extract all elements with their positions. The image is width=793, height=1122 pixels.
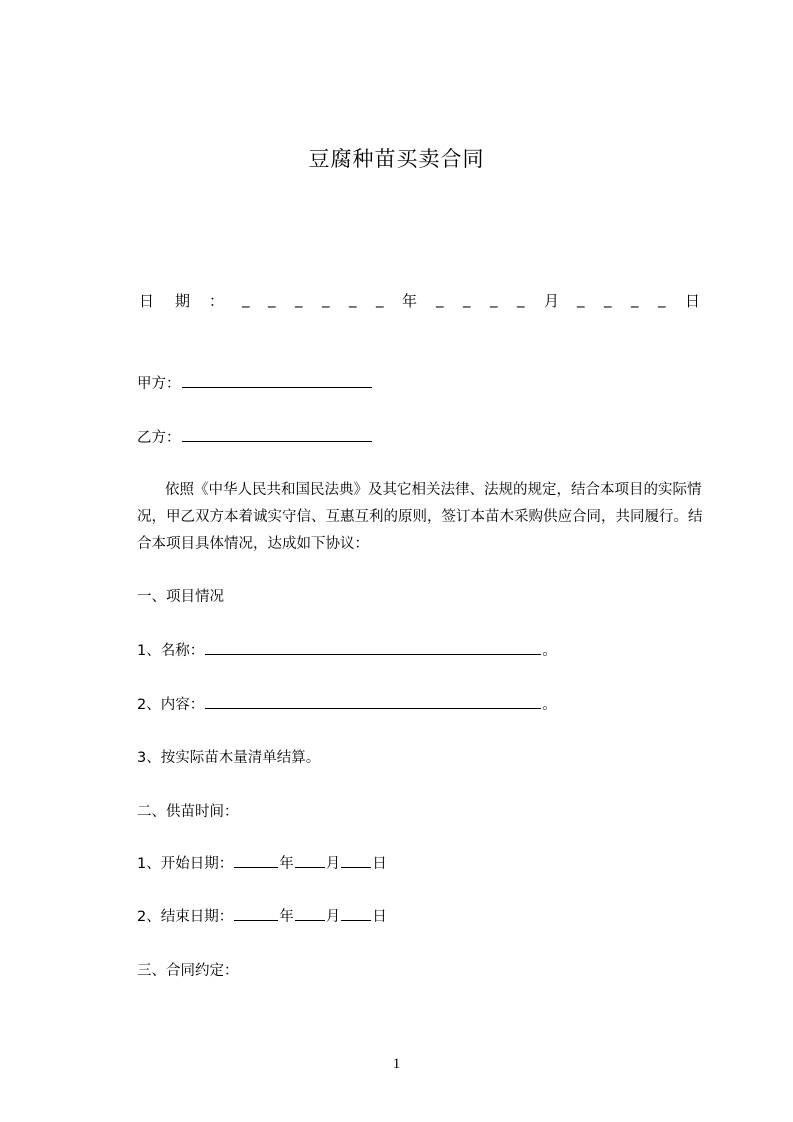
project-name-end: 。 <box>542 643 557 659</box>
end-day-label: 日 <box>372 909 387 925</box>
date-blank: _ <box>295 290 303 308</box>
project-content-line <box>137 693 557 714</box>
start-day-label: 日 <box>372 856 387 872</box>
date-label-ri: 日 <box>139 292 155 310</box>
date-line <box>139 290 699 312</box>
end-year-label: 年 <box>279 909 294 925</box>
project-content-label: 2、内容： <box>137 697 205 713</box>
date-year-label: 年 <box>402 292 418 310</box>
date-blank: _ <box>242 290 250 308</box>
settlement-item: 3、按实际苗木量清单结算。 <box>137 750 321 766</box>
page-number: 1 <box>392 1056 401 1072</box>
date-colon: ： <box>209 292 225 310</box>
start-month-label: 月 <box>325 856 341 872</box>
section-2-heading: 二、供苗时间： <box>137 804 239 820</box>
date-label-qi: 期 <box>175 292 191 310</box>
start-date-label: 1、开始日期： <box>137 856 234 872</box>
date-blank: _ <box>577 290 585 308</box>
date-blank: _ <box>631 290 639 308</box>
project-name-blank <box>205 639 541 655</box>
intro-paragraph <box>137 477 703 558</box>
party-b-blank <box>182 426 372 442</box>
party-a-label: 甲方： <box>137 376 181 392</box>
end-day-blank <box>341 905 371 921</box>
end-month-blank <box>295 905 325 921</box>
section-3-heading: 三、合同约定： <box>137 963 239 979</box>
party-b-label: 乙方： <box>137 430 181 446</box>
project-content-blank <box>205 693 541 709</box>
date-blank: _ <box>376 290 384 308</box>
start-date-line <box>137 852 387 873</box>
section-1-heading: 一、项目情况 <box>137 589 224 605</box>
date-blank: _ <box>658 290 666 308</box>
start-day-blank <box>341 852 371 868</box>
end-month-label: 月 <box>325 909 341 925</box>
party-b-line <box>137 426 373 447</box>
project-name-label: 1、名称： <box>137 643 205 659</box>
start-month-blank <box>295 852 325 868</box>
end-date-line <box>137 905 387 926</box>
document-title: 豆腐种苗买卖合同 <box>308 147 485 171</box>
date-blank: _ <box>268 290 276 308</box>
date-blank: _ <box>490 290 498 308</box>
date-blank: _ <box>517 290 525 308</box>
date-blank: _ <box>349 290 357 308</box>
start-year-blank <box>234 852 278 868</box>
project-content-end: 。 <box>542 697 557 713</box>
date-blank: _ <box>436 290 444 308</box>
end-year-blank <box>234 905 278 921</box>
date-month-label: 月 <box>544 292 560 310</box>
intro-text: 依照《中华人民共和国民法典》及其它相关法律、法规的规定，结合本项目的实际情况，甲乙双方本着诚实守信、互惠互利的原则，签订本苗木采购供应合同，共同履行。结合本项目具体情况，达成如下协议： <box>137 482 703 552</box>
date-blank: _ <box>604 290 612 308</box>
date-blank: _ <box>463 290 471 308</box>
date-blank: _ <box>322 290 330 308</box>
party-a-line <box>137 372 373 393</box>
end-date-label: 2、结束日期： <box>137 909 234 925</box>
date-day-label: 日 <box>685 292 701 310</box>
party-a-blank <box>182 372 372 388</box>
project-name-line <box>137 639 557 660</box>
start-year-label: 年 <box>279 856 294 872</box>
